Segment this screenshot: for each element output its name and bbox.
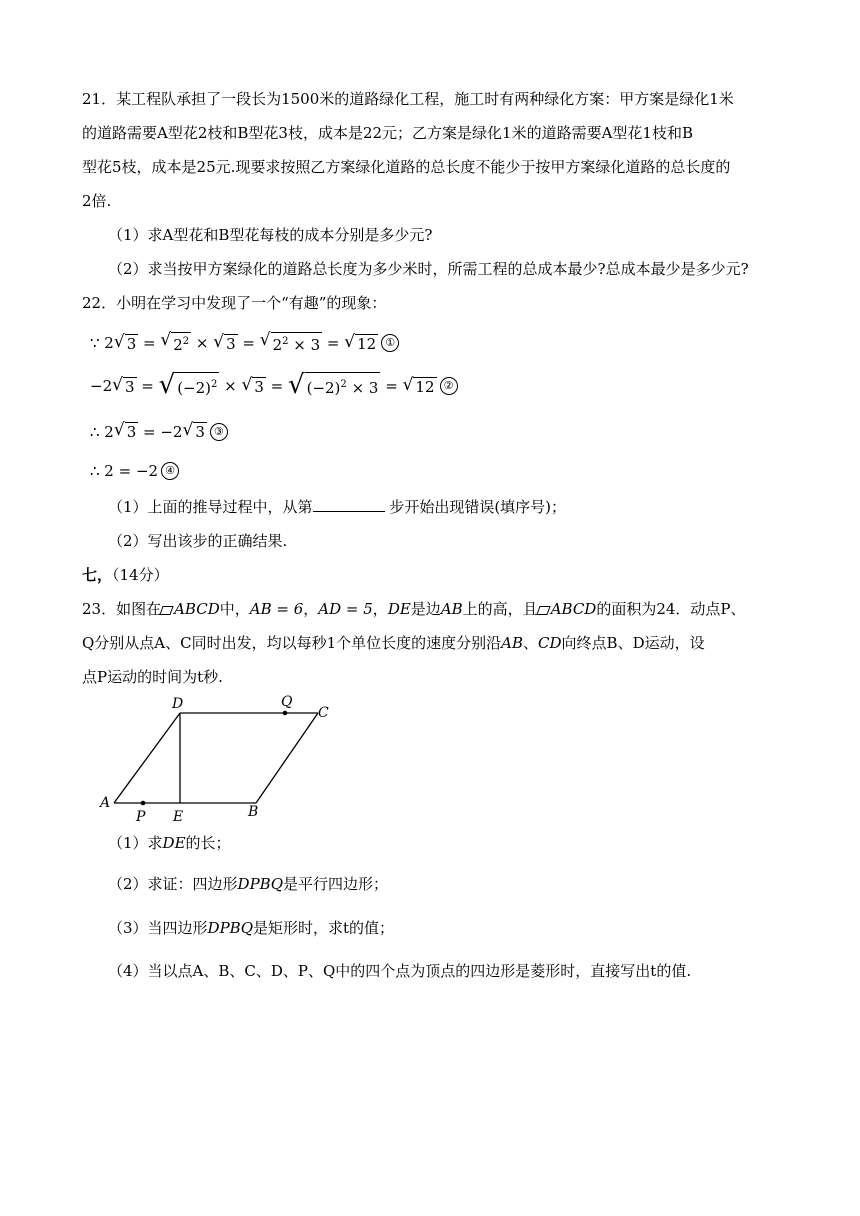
q23-sub1: （1）求DE的长； (108, 834, 231, 852)
label-c: C (318, 705, 329, 721)
q21-sub1: （1）求A型花和B型花每枝的成本分别是多少元? (108, 226, 433, 244)
q23-sub2: （2）求证：四边形DPBQ是平行四边形； (108, 875, 389, 893)
label-b: B (248, 804, 259, 820)
label-q: Q (281, 694, 293, 710)
q22-step3: ∴ 2 √ 3 = −2 √ 3 ③ (90, 422, 228, 441)
q21-sub2: （2）求当按甲方案绿化的道路总长度为多少米时，所需工程的总成本最少?总成本最少是多少元? (108, 260, 749, 278)
side-ad (114, 713, 180, 803)
q23-line1: 23．如图在 ABCD中，AB = 6，AD = 5，DE是边AB上的高，且 ABCD的面积为24．动点P、 (82, 600, 746, 618)
q22-intro: 22．小明在学习中发现了一个“有趣”的现象： (82, 294, 387, 312)
q22-step2: −2 √ 3 = √ $(-2)^2$ × √ 3 = √ $(-2)^2 \times 3$ = √ 12 ② (90, 372, 458, 400)
step4-marker: ④ (161, 462, 179, 480)
q23-sub3: （3）当四边形DPBQ是矩形时，求t的值； (108, 919, 395, 937)
parallelogram-symbol (159, 606, 173, 615)
point-p (141, 801, 146, 806)
label-p: P (136, 809, 146, 825)
parallelogram-symbol (536, 606, 550, 615)
q22-step1: ∵ 2 √ 3 = √ $2^2$ × √ 3 = √ $2^2 \times 3$ = √ 12 ① (90, 332, 399, 354)
q22-sub1: （1）上面的推导过程中，从第 步开始出现错误(填序号)； (108, 498, 567, 516)
point-q (283, 711, 288, 716)
step1-marker: ① (381, 334, 399, 352)
q21-line2: 的道路需要A型花2枝和B型花3枝，成本是22元；乙方案是绿化1米的道路需要A型花1枝和B (82, 124, 693, 142)
q23-line2: Q分别从点A、C同时出发，均以每秒1个单位长度的速度分别沿AB、CD向终点B、D运动，设 (82, 634, 705, 652)
q21-line3: 型花5枝，成本是25元.现要求按照乙方案绿化道路的总长度不能少于按甲方案绿化道路的总长度的 (82, 158, 731, 176)
answer-blank (313, 497, 385, 512)
parallelogram-figure (96, 694, 356, 828)
label-e: E (173, 809, 184, 825)
side-bc (256, 713, 318, 803)
section-7-heading: 七，（14分） (82, 566, 169, 584)
label-a: A (100, 795, 111, 811)
q23-line3: 点P运动的时间为t秒. (82, 668, 223, 686)
label-d: D (172, 696, 184, 712)
step3-marker: ③ (210, 423, 228, 441)
q21-line4: 2倍. (82, 192, 112, 210)
q22-step4: ∴ 2 = −2 ④ (90, 462, 179, 480)
q21-line1: 21．某工程队承担了一段长为1500米的道路绿化工程，施工时有两种绿化方案：甲方案是绿化1米 (82, 90, 734, 108)
q23-sub4: （4）当以点A、B、C、D、P、Q中的四个点为顶点的四边形是菱形时，直接写出t的值. (108, 962, 692, 980)
step2-marker: ② (440, 377, 458, 395)
q22-sub2: （2）写出该步的正确结果. (108, 532, 288, 550)
